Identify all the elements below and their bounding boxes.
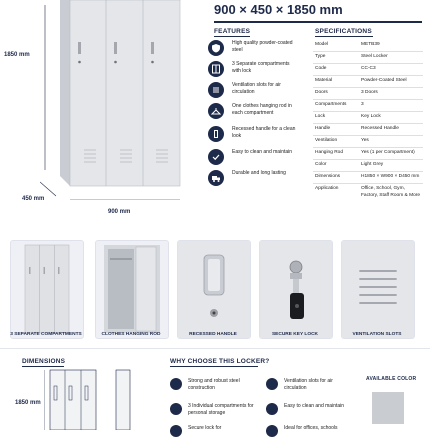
card-compartments: [10, 240, 84, 339]
feature-text: High quality powder-coated steel: [232, 40, 293, 53]
feature-text: Easy to clean and maintain: [232, 149, 293, 155]
building-icon: [266, 425, 278, 437]
spec-value: Yes (1 per Compartment): [361, 150, 415, 155]
card-recessed-handle: [177, 240, 251, 339]
card-label: VENTILATION SLOTS: [352, 332, 402, 337]
feature-item: [208, 126, 298, 142]
spec-value: METB39: [361, 42, 380, 47]
why-text: Ideal for offices, schools: [284, 425, 338, 431]
feature-text: Recessed handle for a clean look: [232, 126, 296, 139]
spec-value: H1850 × W900 × D450 mm: [361, 174, 420, 179]
vent-icon: [208, 82, 224, 98]
feature-text: One clothes hanging rod in each compartment: [232, 103, 292, 116]
why-text: Secure lock for: [188, 425, 222, 431]
why-text: Strong and robust steel construction: [188, 378, 240, 391]
features-underline: [214, 36, 250, 37]
feature-text: 3 Separate compartments with lock: [232, 61, 290, 74]
spec-row: [313, 40, 423, 52]
why-underline: [170, 366, 258, 367]
spec-row: [313, 136, 423, 148]
spec-key: Compartments: [315, 102, 347, 107]
spec-row: [313, 100, 423, 112]
spec-key: Doors: [315, 90, 328, 95]
feature-item: [208, 40, 298, 56]
feature-text: Durable and long lasting: [232, 170, 286, 176]
spec-row: [313, 64, 423, 76]
spec-row: [313, 172, 423, 184]
spec-value: Light Grey: [361, 162, 384, 167]
available-color-title: AVAILABLE COLOR: [366, 376, 417, 382]
spec-row: [313, 112, 423, 124]
spec-value: 3: [361, 102, 364, 107]
spec-value: CC-C3: [361, 66, 376, 71]
shield-icon: [170, 378, 182, 390]
spec-value: 3 Doors: [361, 90, 378, 95]
spec-value: Yes: [361, 138, 369, 143]
card-label: SECURE KEY LOCK: [271, 332, 319, 337]
spec-row: [313, 88, 423, 100]
spec-key: Lock: [315, 114, 326, 119]
why-text: Easy to clean and maintain: [284, 403, 345, 409]
spec-key: Ventilation: [315, 138, 338, 143]
spec-row: [313, 184, 423, 214]
color-swatch: [372, 392, 404, 424]
spec-value: Recessed Handle: [361, 126, 399, 131]
spec-key: Material: [315, 78, 333, 83]
bottom-dimensions-title: DIMENSIONS: [22, 358, 66, 365]
feature-text: Ventilation slots for air circulation: [232, 82, 281, 95]
why-title: WHY CHOOSE THIS LOCKER?: [170, 358, 270, 365]
card-label: RECESSED HANDLE: [189, 332, 237, 337]
shield-icon: [208, 40, 224, 56]
spec-value: Key Lock: [361, 114, 381, 119]
spec-value: Office, School, Gym, Factory, Staff Room & More: [361, 186, 421, 198]
spec-value: Steel Locker: [361, 54, 388, 59]
spec-key: Application: [315, 186, 339, 191]
card-label: 3 SEPARATE COMPARTMENTS: [10, 332, 82, 337]
why-item: [170, 425, 254, 443]
why-text: Ventilation slots for air circulation: [284, 378, 333, 391]
depth-label: 450 mm: [22, 196, 45, 202]
spec-row: [313, 124, 423, 136]
why-item: [170, 403, 254, 421]
spec-row: [313, 148, 423, 160]
truck-icon: [208, 170, 224, 186]
card-label: CLOTHES HANGING ROD: [101, 332, 161, 337]
feature-item: [208, 149, 298, 165]
locker-illustration: [40, 0, 190, 200]
spec-row: [313, 160, 423, 172]
locker-icon: [208, 61, 224, 77]
spec-key: Model: [315, 42, 329, 47]
features-title: FEATURES: [214, 28, 251, 35]
hanger-icon: [208, 103, 224, 119]
feature-item: [208, 82, 298, 98]
card-key-lock: [259, 240, 333, 339]
spec-row: [313, 76, 423, 88]
spec-key: Type: [315, 54, 326, 59]
locker-icon: [170, 403, 182, 415]
why-item: [266, 378, 350, 396]
feature-item: [208, 103, 298, 119]
spec-key: Dimensions: [315, 174, 341, 179]
spec-row: [313, 52, 423, 64]
bottom-locker-drawings: [44, 366, 144, 430]
feature-item: [208, 61, 298, 77]
check-icon: [266, 403, 278, 415]
spec-key: Hanging Rod: [315, 150, 344, 155]
why-item: [170, 378, 254, 396]
card-ventilation: [341, 240, 415, 339]
check-icon: [208, 149, 224, 165]
why-text: 3 Individual compartments for personal storage: [188, 403, 254, 416]
vent-icon: [266, 378, 278, 390]
feature-item: [208, 170, 298, 186]
spec-key: Handle: [315, 126, 331, 131]
dimensions-heading: 900 × 450 × 1850 mm: [214, 2, 343, 17]
why-item: [266, 425, 350, 443]
spec-key: Color: [315, 162, 327, 167]
card-hanging-rod: [95, 240, 169, 339]
specs-underline: [315, 36, 373, 37]
bottom-height-label: 1850 mm: [15, 400, 41, 406]
spec-value: Powder-Coated Steel: [361, 78, 407, 83]
why-item: [266, 403, 350, 421]
width-label: 900 mm: [108, 209, 131, 215]
height-label: 1850 mm: [4, 52, 30, 58]
section-divider: [0, 348, 430, 349]
handle-icon: [208, 126, 224, 142]
specs-title: SPECIFICATIONS: [315, 28, 372, 35]
spec-key: Code: [315, 66, 327, 71]
heading-divider: [214, 21, 422, 23]
lock-icon: [170, 425, 182, 437]
